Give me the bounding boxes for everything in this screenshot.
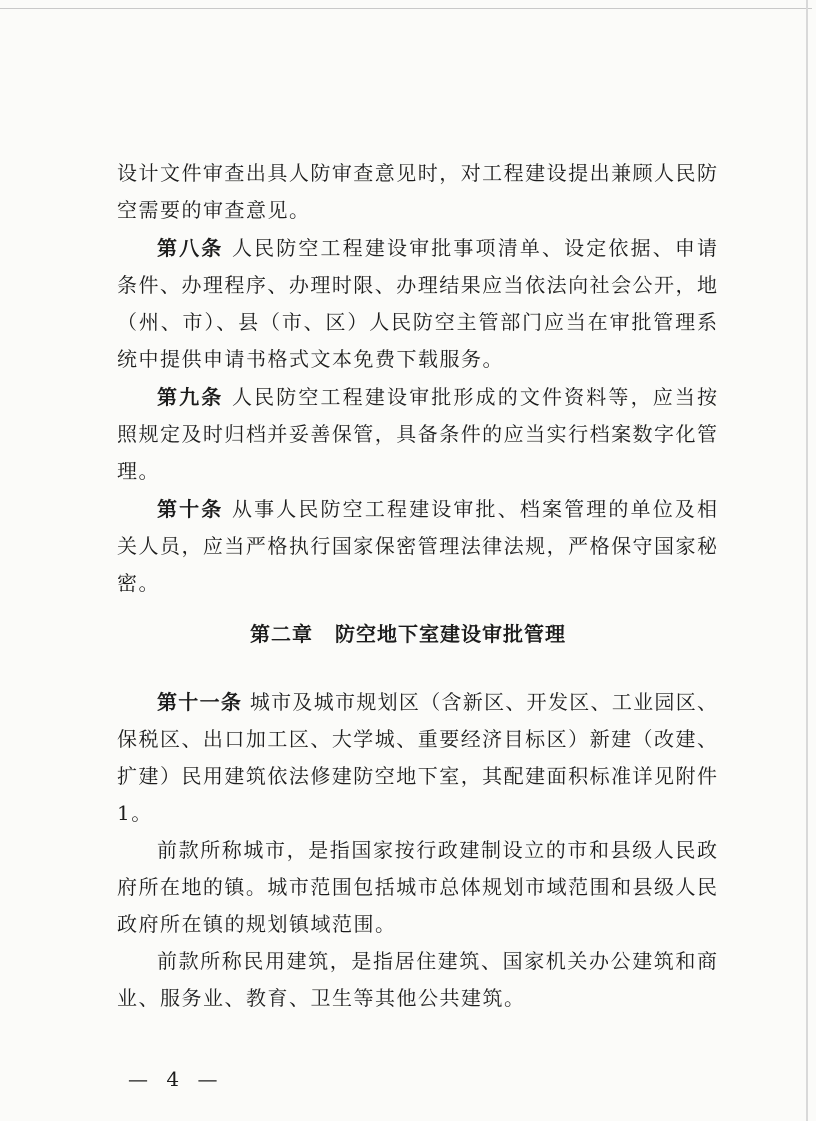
scan-top-border [0,8,812,9]
chapter-title: 防空地下室建设审批管理 [335,622,566,646]
article-9-line: 第九条 人民防空工程建设审批形成的文件资料等，应当按 [157,385,718,409]
text-line: 理。 [117,459,160,483]
article-11-heading: 第十一条 [157,690,243,714]
text-line: 扩建）民用建筑依法修建防空地下室，其配建面积标准详见附件 [117,764,717,788]
chapter-number: 第二章 [250,622,313,646]
paragraph-first-line: 前款所称民用建筑，是指居住建筑、国家机关办公建筑和商 [157,949,717,973]
text-line: 密。 [117,571,160,595]
text-line: 1。 [117,801,153,825]
text-line: 关人员，应当严格执行国家保密管理法律法规，严格保守国家秘 [117,534,717,558]
text-line: 业、服务业、教育、卫生等其他公共建筑。 [117,986,526,1010]
text-line: 政府所在镇的规划镇域范围。 [117,912,397,936]
text-line: 统中提供申请书格式文本免费下载服务。 [117,347,504,371]
chapter-heading [0,622,816,646]
text-line: 照规定及时归档并妥善保管，具备条件的应当实行档案数字化管 [117,422,717,446]
page-number: — 4 — [128,1067,224,1091]
text-line: 条件、办理程序、办理时限、办理结果应当依法向社会公开，地 [117,273,717,297]
text-line: 保税区、出口加工区、大学城、重要经济目标区）新建（改建、 [117,727,717,751]
text-line: 设计文件审查出具人防审查意见时，对工程建设提出兼顾人民防 [117,161,717,185]
article-10-heading: 第十条 [157,497,224,521]
article-10-line: 第十条 从事人民防空工程建设审批、档案管理的单位及相 [157,497,718,521]
text-line: （州、市）、县（市、区）人民防空主管部门应当在审批管理系 [117,310,717,334]
article-8-heading: 第八条 [157,236,224,260]
text-line: 空需要的审查意见。 [117,198,311,222]
article-11-line: 第十一条 城市及城市规划区（含新区、开发区、工业园区、 [157,690,718,714]
scan-right-edge [806,0,808,1121]
text-line: 府所在地的镇。城市范围包括城市总体规划市域范围和县级人民 [117,875,717,899]
paragraph-first-line: 前款所称城市，是指国家按行政建制设立的市和县级人民政 [157,838,717,862]
article-9-heading: 第九条 [157,385,224,409]
article-8-line: 第八条 人民防空工程建设审批事项清单、设定依据、申请 [157,236,718,260]
